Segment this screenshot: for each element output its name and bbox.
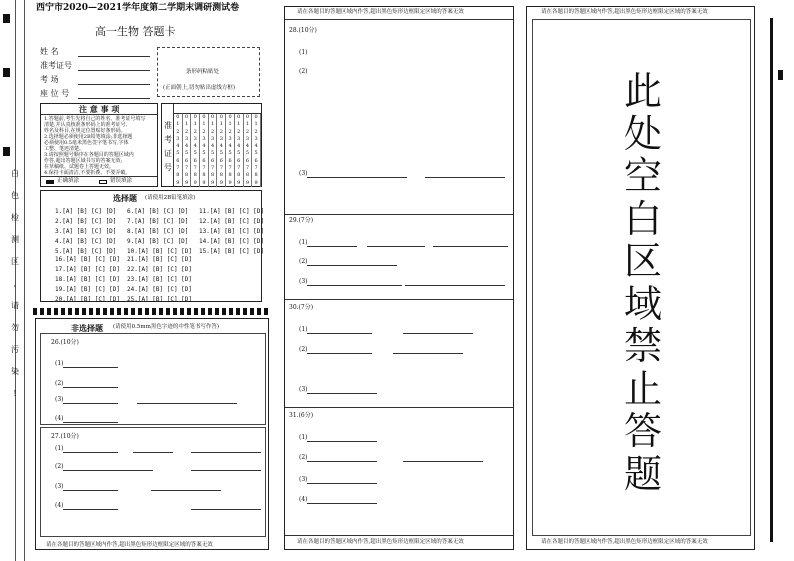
blank-area-char: 空 (623, 154, 662, 199)
footer-note: 请在各题目的答题区域内作答,超出黑色矩形边框限定区域的答案无效 (541, 539, 708, 545)
mc-question-row[interactable]: 23.[A] [B] [C] [D] (127, 276, 193, 283)
student-field-input[interactable] (78, 84, 150, 85)
exam-digit-column[interactable]: 0 1 2 3 4 5 6 7 8 9 (252, 114, 261, 187)
mc-question-row[interactable]: 9.[A] [B] [C] [D] (127, 238, 189, 245)
mc-question-row[interactable]: 3.[A] [B] [C] [D] (55, 228, 117, 235)
student-field-input[interactable] (78, 98, 150, 99)
question-label: 27.(10分) (51, 433, 79, 440)
student-field-label: 考 场 (40, 75, 59, 84)
panel-left (33, 0, 270, 561)
blank-area-char: 白 (623, 196, 662, 241)
strip-char: 勿 (11, 323, 19, 332)
side-strip-line (24, 0, 25, 561)
question-29-box (285, 215, 513, 300)
exam-digit-column[interactable]: 0 1 2 3 4 5 6 7 8 9 (244, 114, 253, 187)
strip-char: 检 (11, 213, 19, 222)
question-26-box (40, 333, 266, 425)
legend-wrong-swatch (99, 180, 107, 184)
blank-area-char: 域 (623, 281, 662, 326)
notice-line: 4.保持卡面清洁,不要折叠、不要弄破。 (44, 170, 131, 176)
answer-line[interactable] (307, 177, 407, 178)
question-part-label: (1) (55, 360, 64, 367)
mc-question-row[interactable]: 12.[A] [B] [C] [D] (199, 218, 265, 225)
answer-line[interactable] (63, 509, 118, 510)
question-label: 26.(10分) (51, 339, 79, 346)
question-part-label: (3) (299, 386, 308, 393)
notice-line: 清楚,并认真核准条形码上的准考证号、 (44, 122, 131, 128)
mc-question-row[interactable]: 19.[A] [B] [C] [D] (55, 286, 121, 293)
blank-area-char: 止 (623, 366, 662, 411)
mc-question-row[interactable]: 20.[A] [B] [C] [D] (55, 296, 121, 303)
mc-question-row[interactable]: 1.[A] [B] [C] [D] (55, 208, 117, 215)
question-part-label: (1) (55, 445, 64, 452)
question-27-box (40, 427, 266, 537)
strip-char: 测 (11, 235, 19, 244)
legend-correct: 正确填涂 (57, 178, 80, 184)
free-response-section (35, 318, 269, 550)
question-part-label: (3) (299, 278, 308, 285)
answer-line[interactable] (63, 387, 118, 388)
question-part-label: (3) (299, 170, 308, 177)
mc-question-row[interactable]: 25.[A] [B] [C] [D] (127, 296, 193, 303)
answer-line[interactable] (191, 470, 261, 471)
answer-line[interactable] (63, 403, 118, 404)
answer-line[interactable] (63, 452, 118, 453)
question-part-label: (3) (299, 476, 308, 483)
question-part-label: (2) (299, 258, 308, 265)
multiple-choice-section (40, 190, 265, 303)
blank-area-char: 答 (623, 409, 662, 454)
question-part-label: (3) (55, 483, 64, 490)
question-part-label: (1) (299, 49, 308, 56)
notice-line: 工整、笔迹清楚。 (44, 146, 85, 152)
blank-area-char: 此 (623, 69, 662, 113)
notice-line: 姓名及科目,在规定位置贴好条形码。 (44, 128, 126, 134)
answer-line[interactable] (307, 441, 377, 442)
question-part-label: (4) (299, 496, 308, 503)
panel-middle (284, 6, 514, 550)
mc-question-row[interactable]: 8.[A] [B] [C] [D] (127, 228, 189, 235)
student-field-label: 座 位 号 (40, 89, 70, 98)
mc-question-row[interactable]: 13.[A] [B] [C] [D] (199, 228, 265, 235)
free-title: 非选择题 (71, 323, 103, 333)
timing-strip (33, 308, 270, 315)
mc-question-row[interactable]: 5.[A] [B] [C] [D] (55, 248, 117, 255)
card-subtitle: 高一生物 答题卡 (95, 25, 176, 38)
blank-area-char: 区 (623, 239, 662, 284)
answer-line[interactable] (133, 452, 173, 453)
strip-char: 染 (11, 367, 19, 376)
registration-mark (3, 147, 10, 156)
question-28-box (285, 20, 513, 215)
answer-line[interactable] (137, 403, 237, 404)
question-31-box (285, 408, 513, 536)
mc-question-row[interactable]: 2.[A] [B] [C] [D] (55, 218, 117, 225)
footer-note: 请在各题目的答题区域内作答,超出黑色矩形边框限定区域的答案无效 (46, 542, 213, 548)
answer-line[interactable] (307, 333, 372, 334)
header-note: 请在各题目的答题区域内作答,超出黑色矩形边框限定区域的答案无效 (541, 9, 708, 15)
question-part-label: (2) (299, 454, 308, 461)
question-label: 30.(7分) (289, 304, 314, 311)
blank-area-char: 处 (623, 111, 662, 156)
answer-line[interactable] (307, 353, 372, 354)
answer-line[interactable] (307, 461, 377, 462)
answer-line[interactable] (191, 509, 261, 510)
answer-line[interactable] (307, 265, 397, 266)
strip-char: 请 (11, 301, 19, 310)
question-part-label: (2) (55, 380, 64, 387)
mc-question-row[interactable]: 16.[A] [B] [C] [D] (55, 256, 121, 263)
exam-digit-column[interactable]: 0 1 2 3 4 5 6 7 8 9 (235, 114, 244, 187)
answer-line[interactable] (191, 452, 261, 453)
mc-question-row[interactable]: 6.[A] [B] [C] [D] (127, 208, 189, 215)
answer-line[interactable] (307, 285, 402, 286)
question-part-label: (4) (55, 415, 64, 422)
exam-digit-column[interactable]: 0 1 2 3 4 5 6 7 8 9 (191, 114, 200, 187)
exam-number-label: 考 (164, 135, 172, 144)
strip-char: , (13, 279, 17, 288)
student-field-label: 准考证号 (40, 61, 72, 70)
legend-correct-swatch (46, 180, 54, 184)
question-part-label: (3) (55, 396, 64, 403)
question-part-label: (1) (299, 434, 308, 441)
mc-question-row[interactable]: 18.[A] [B] [C] [D] (55, 276, 121, 283)
answer-line[interactable] (63, 470, 153, 471)
notice-line: 1.答题前,考生先将自己的姓名、准考证号填写 (44, 116, 146, 122)
notice-title: 注 意 事 项 (79, 104, 120, 114)
strip-char: ! (13, 389, 17, 398)
student-field-label: 姓 名 (40, 47, 59, 56)
answer-line[interactable] (433, 246, 508, 247)
blank-area-char: 题 (623, 451, 662, 496)
notice-box (40, 103, 158, 187)
exam-digit-column[interactable]: 0 1 2 3 4 5 6 7 8 9 (217, 114, 226, 187)
mc-question-row[interactable]: 24.[A] [B] [C] [D] (127, 286, 193, 293)
mc-question-row[interactable]: 4.[A] [B] [C] [D] (55, 238, 117, 245)
exam-number-label: 证 (164, 149, 172, 158)
answer-line[interactable] (307, 483, 377, 484)
answer-line[interactable] (307, 393, 377, 394)
exam-digit-column[interactable]: 0 1 2 3 4 5 6 7 8 9 (209, 114, 218, 187)
student-field-input[interactable] (78, 70, 150, 71)
exam-digit-column[interactable]: 0 1 2 3 4 5 6 7 8 9 (174, 114, 183, 187)
notice-line: 2.选择题必须使用2B铅笔填涂;非选择题 (44, 134, 133, 140)
answer-line[interactable] (151, 490, 221, 491)
mc-question-row[interactable]: 17.[A] [B] [C] [D] (55, 266, 121, 273)
exam-digit-column[interactable]: 0 1 2 3 4 5 6 7 8 9 (200, 114, 209, 187)
student-field-input[interactable] (78, 56, 150, 57)
exam-number-label: 准 (164, 121, 172, 130)
notice-line: 3.请按照题号顺序在各题目的答题区域内 (44, 152, 134, 158)
question-part-label: (2) (299, 346, 308, 353)
answer-line[interactable] (307, 503, 377, 504)
answer-line[interactable] (403, 461, 483, 462)
mc-note: (请使用2B铅笔填涂) (145, 195, 196, 201)
exam-digit-column[interactable]: 0 1 2 3 4 5 6 7 8 9 (226, 114, 235, 187)
barcode-title: 条形码粘贴处 (186, 69, 220, 75)
blank-area-box (532, 19, 751, 536)
question-label: 29.(7分) (289, 217, 314, 224)
registration-mark (778, 70, 783, 80)
mc-question-row[interactable]: 14.[A] [B] [C] [D] (199, 238, 265, 245)
mc-question-row[interactable]: 11.[A] [B] [C] [D] (199, 208, 265, 215)
strip-char: 污 (11, 345, 19, 354)
mc-question-row[interactable]: 15.[A] [B] [C] [D] (199, 248, 265, 255)
answer-line[interactable] (367, 246, 425, 247)
registration-mark (770, 18, 773, 542)
mc-question-row[interactable]: 7.[A] [B] [C] [D] (127, 218, 189, 225)
answer-line[interactable] (63, 490, 118, 491)
strip-char: 白 (11, 169, 19, 178)
exam-number-label: 号 (164, 163, 172, 172)
question-part-label: (2) (55, 463, 64, 470)
legend-wrong: 错误填涂 (110, 178, 133, 184)
question-part-label: (4) (55, 502, 64, 509)
exam-number-grid (161, 103, 262, 187)
mc-question-row[interactable]: 10.[A] [B] [C] [D] (127, 248, 193, 255)
registration-mark (3, 68, 10, 77)
strip-char: 区 (11, 257, 19, 266)
notice-line: 作答,超出答题区域书写的答案无效; (44, 158, 123, 164)
answer-line[interactable] (403, 333, 473, 334)
barcode-box (157, 47, 260, 97)
answer-line[interactable] (425, 177, 505, 178)
free-note: (请使用0.5mm黑色字迹的中性笔书写作答) (113, 324, 219, 330)
header-note: 请在各题目的答题区域内作答,超出黑色矩形边框限定区域的答案无效 (297, 9, 464, 15)
question-part-label: (2) (299, 68, 308, 75)
mc-title: 选择题 (113, 193, 137, 203)
answer-line[interactable] (63, 367, 118, 368)
exam-title: 西宁市2020—2021学年度第二学期末调研测试卷 (36, 3, 240, 13)
answer-line[interactable] (63, 422, 118, 423)
blank-area-char: 禁 (623, 324, 662, 369)
footer-note: 请在各题目的答题区域内作答,超出黑色矩形边框限定区域的答案无效 (297, 539, 464, 545)
mc-question-row[interactable]: 22.[A] [B] [C] [D] (127, 266, 193, 273)
blank-area-warning (613, 70, 673, 495)
answer-line[interactable] (393, 353, 463, 354)
notice-line: 必须使用0.5毫米黑色签字笔书写,字体 (44, 140, 129, 146)
question-part-label: (1) (299, 239, 308, 246)
question-30-box (285, 300, 513, 408)
mc-question-row[interactable]: 21.[A] [B] [C] [D] (127, 256, 193, 263)
answer-line[interactable] (405, 285, 505, 286)
question-label: 28.(10分) (289, 27, 317, 34)
strip-char: 色 (11, 191, 19, 200)
answer-line[interactable] (307, 246, 357, 247)
exam-digit-column[interactable]: 0 1 2 3 4 5 6 7 8 9 (183, 114, 192, 187)
question-part-label: (1) (299, 326, 308, 333)
white-detection-strip (9, 170, 21, 412)
panel-right (526, 6, 755, 550)
notice-line: 在草稿纸、试题卷上答题无效。 (44, 164, 115, 170)
registration-mark (3, 14, 10, 23)
barcode-hint: (正面朝上,切勿贴出虚线方框) (163, 85, 236, 91)
question-label: 31.(6分) (289, 412, 314, 419)
